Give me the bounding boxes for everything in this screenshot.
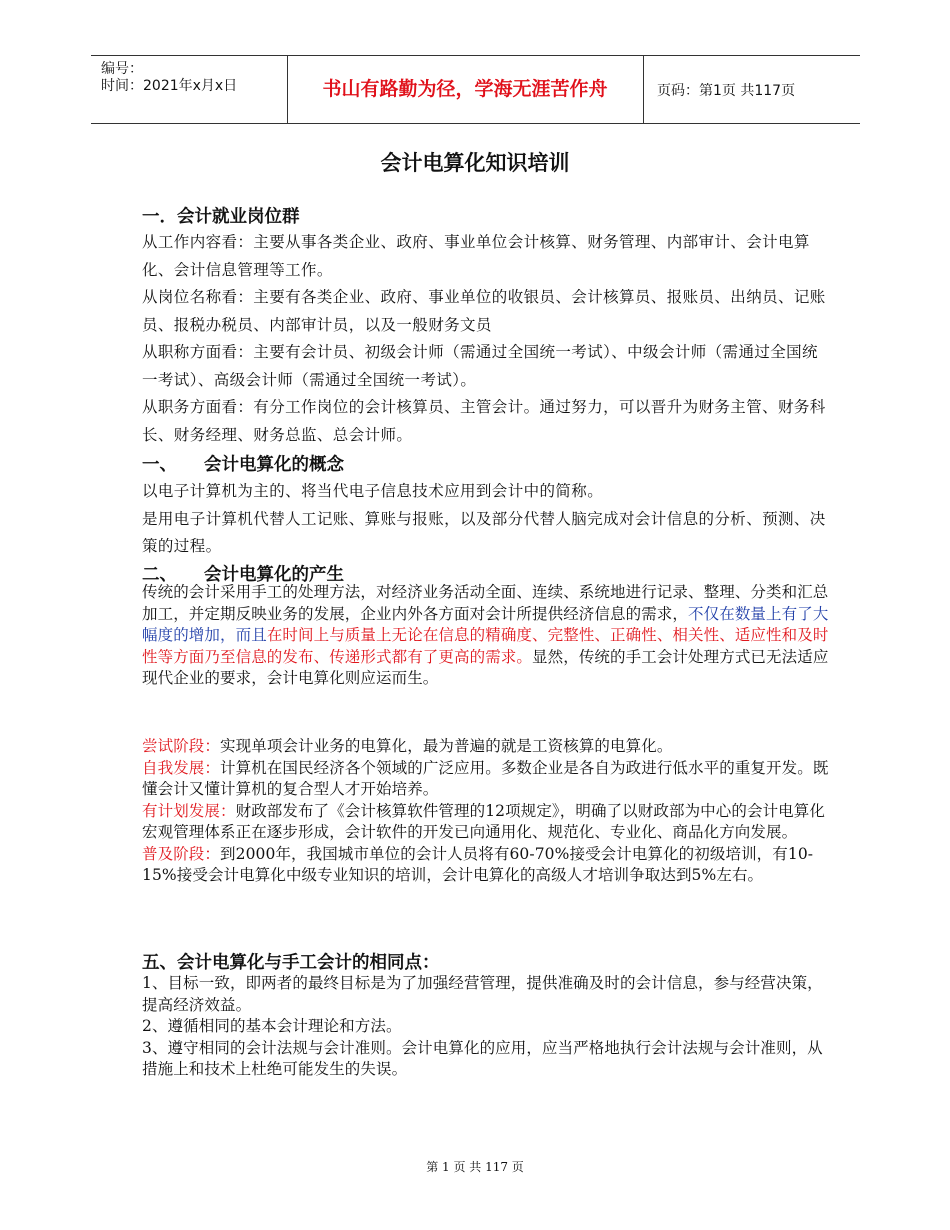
section-body <box>142 973 832 1081</box>
list-item: 1、目标一致，即两者的最终目标是为了加强经营管理，提供准确及时的会计信息，参与经营决策，提高经济效益。 <box>142 974 823 1014</box>
stage-item <box>142 801 832 844</box>
document-time-label: 时间：2021年x月x日 <box>101 78 238 94</box>
document-title: 会计电算化知识培训 <box>380 151 570 175</box>
text-run-blue: 而且 <box>235 626 267 644</box>
stage-text: 财政部发布了《会计核算软件管理的12项规定》，明确了以财政部为中心的会计电算化宏观管理体系正在逐步形成，会计软件的开发已向通用化、规范化、专业化、商品化方向发展。 <box>142 801 825 841</box>
paragraph: 从职务方面看：有分工作岗位的会计核算员、主管会计。通过努力，可以晋升为财务主管、财务科长、财务经理、财务总监、总会计师。 <box>142 398 826 444</box>
paragraph: 从工作内容看：主要从事各类企业、政府、事业单位会计核算、财务管理、内部审计、会计电算化、会计信息管理等工作。 <box>142 233 810 279</box>
stage-text: 到2000年，我国城市单位的会计人员将有60-70%接受会计电算化的初级培训，有10-15%接受会计电算化中级专业知识的培训，会计电算化的高级人才培训争取达到5%左右。 <box>142 844 814 884</box>
document-number-label: 编号： <box>101 61 143 77</box>
section-body <box>142 478 832 561</box>
text-run-red: 在时间上与质量上无论在信息的精确度、完整性、正确性、相关性、适应性和及时性等方面乃至信息的发布、传递形式都有了更高的需求。 <box>142 626 829 666</box>
stage-text: 实现单项会计业务的电算化，最为普遍的就是工资核算的电算化。 <box>220 737 673 755</box>
paragraph: 是用电子计算机代替人工记账、算账与报账，以及部分代替人脑完成对会计信息的分析、预测、决策的过程。 <box>142 509 826 555</box>
header-divider <box>643 56 644 123</box>
page-footer: 第 1 页 共 117 页 <box>426 1160 524 1174</box>
section-title: 会计电算化的概念 <box>204 455 344 475</box>
section-heading <box>142 451 344 476</box>
section-heading: 一．会计就业岗位群 <box>142 207 300 227</box>
page-header <box>91 55 860 124</box>
text-run: 传统的会计采用手工的处理方法，对经济业务活动全面、连续、系统地进行记录、整理、分类和汇总加工，并定期反映业务的发展，企业内外各方面对会计所提供经济信息的需求， <box>142 583 829 623</box>
stage-label: 自我发展： <box>142 758 221 777</box>
section-title: 会计电算化的产生 <box>204 565 344 585</box>
header-meta <box>101 61 237 95</box>
stage-label: 尝试阶段： <box>142 737 221 755</box>
stage-label: 有计划发展： <box>142 801 236 820</box>
paragraph <box>142 582 832 690</box>
stage-item <box>142 758 832 801</box>
stage-label: 普及阶段： <box>142 844 221 863</box>
text-run-blue: 不仅在数量上有了大幅度的增加， <box>142 604 829 644</box>
section-body <box>142 229 832 449</box>
list-item: 3、遵守相同的会计法规与会计准则。会计电算化的应用，应当严格地执行会计法规与会计准则，从措施上和技术上杜绝可能发生的失误。 <box>142 1038 823 1078</box>
paragraph: 以电子计算机为主的、将当代电子信息技术应用到会计中的简称。 <box>142 482 604 500</box>
section-number: 一、 <box>142 455 177 475</box>
stage-item <box>142 844 832 887</box>
text-run: 显然，传统的手工会计处理方式已无法适应现代企业的要求，会计电算化则应运而生。 <box>142 647 829 687</box>
stage-text: 计算机在国民经济各个领域的广泛应用。多数企业是各自为政进行低水平的重复开发。既懂会计又懂计算机的复合型人才开始培养。 <box>142 758 829 798</box>
section-heading: 五、会计电算化与手工会计的相同点： <box>142 953 440 973</box>
section-body <box>142 582 832 690</box>
header-page-label: 页码：第1页 共117页 <box>657 83 796 99</box>
stages-list <box>142 736 832 887</box>
header-motto: 书山有路勤为径，学海无涯苦作舟 <box>322 78 608 100</box>
paragraph: 从岗位名称看：主要有各类企业、政府、事业单位的收银员、会计核算员、报账员、出纳员、记账员、报税办税员、内部审计员，以及一般财务文员 <box>142 288 826 334</box>
paragraph: 从职称方面看：主要有会计员、初级会计师（需通过全国统一考试）、中级会计师（需通过全国统一考试）、高级会计师（需通过全国统一考试）。 <box>142 343 818 389</box>
list-item: 2、遵循相同的基本会计理论和方法。 <box>142 1017 402 1035</box>
stage-item <box>142 736 832 758</box>
section-number: 二、 <box>142 565 177 585</box>
